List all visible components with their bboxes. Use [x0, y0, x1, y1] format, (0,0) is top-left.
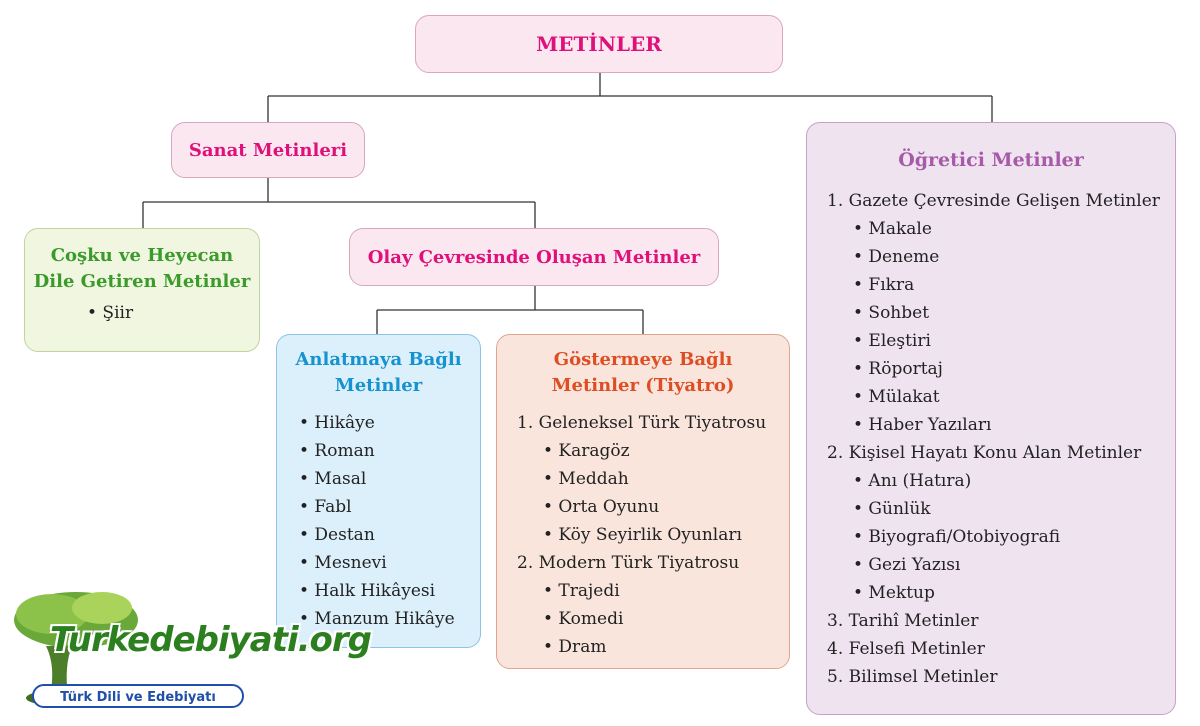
ogretici-title: Öğretici Metinler [898, 149, 1084, 171]
list-item: • Günlük [853, 499, 931, 519]
gosterme-title-line1: Göstermeye Bağlı [553, 349, 733, 370]
list-item: • Orta Oyunu [543, 497, 660, 517]
list-item: • Fıkra [853, 275, 915, 295]
list-item: • Masal [299, 469, 367, 489]
list-item: 4. Felsefi Metinler [827, 639, 985, 659]
list-item: 2. Kişisel Hayatı Konu Alan Metinler [827, 443, 1142, 463]
list-item: • Fabl [299, 497, 352, 517]
anlatma-title [277, 347, 480, 399]
anlatma-list [277, 409, 480, 633]
list-item: • Komedi [543, 609, 624, 629]
list-item: 1. Geleneksel Türk Tiyatrosu [517, 413, 767, 433]
cosku-title-line2: Dile Getiren Metinler [33, 271, 251, 292]
cosku-list [25, 299, 259, 327]
list-item: • Mektup [853, 583, 935, 603]
list-item: • Karagöz [543, 441, 630, 461]
list-item: • Deneme [853, 247, 940, 267]
list-item: • Haber Yazıları [853, 415, 992, 435]
cosku-node [24, 228, 260, 352]
list-item: 5. Bilimsel Metinler [827, 667, 998, 687]
root-node [415, 15, 783, 73]
list-item: 3. Tarihî Metinler [827, 611, 979, 631]
ogretici-node [806, 122, 1176, 715]
cosku-title [25, 243, 259, 295]
list-item: • Manzum Hikâye [299, 609, 455, 629]
sanat-label: Sanat Metinleri [188, 139, 348, 161]
gosterme-title-line2: Metinler (Tiyatro) [551, 375, 735, 396]
gosterme-title [497, 347, 789, 399]
list-item: • Meddah [543, 469, 629, 489]
cosku-title-line1: Coşku ve Heyecan [50, 245, 234, 266]
root-label: METİNLER [536, 32, 662, 56]
list-item: • Trajedi [543, 581, 620, 601]
list-item: • Halk Hikâyesi [299, 581, 436, 601]
list-item: 2. Modern Türk Tiyatrosu [517, 553, 740, 573]
anlatma-node [276, 334, 481, 648]
gosterme-node [496, 334, 790, 669]
list-item: • Destan [299, 525, 375, 545]
list-item: • Makale [853, 219, 932, 239]
anlatma-title-line2: Metinler [334, 375, 423, 396]
list-item: • Biyografi/Otobiyografi [853, 527, 1061, 547]
logo-sub-text: Türk Dili ve Edebiyatı [32, 684, 244, 708]
anlatma-title-line1: Anlatmaya Bağlı [295, 349, 462, 370]
ogretici-list [807, 187, 1175, 691]
list-item: • Hikâye [299, 413, 375, 433]
list-item: • Roman [299, 441, 375, 461]
list-item: • Anı (Hatıra) [853, 471, 972, 491]
list-item: • Mesnevi [299, 553, 387, 573]
gosterme-list [497, 409, 789, 661]
list-item: • Mülakat [853, 387, 940, 407]
list-item: • Dram [543, 637, 607, 657]
list-item: • Şiir [87, 303, 134, 323]
olay-label: Olay Çevresinde Oluşan Metinler [367, 246, 701, 268]
list-item: • Gezi Yazısı [853, 555, 961, 575]
list-item: • Köy Seyirlik Oyunları [543, 525, 742, 545]
list-item: • Sohbet [853, 303, 930, 323]
sanat-metinleri-node [171, 122, 365, 178]
olay-node [349, 228, 719, 286]
list-item: 1. Gazete Çevresinde Gelişen Metinler [827, 191, 1160, 211]
list-item: • Röportaj [853, 359, 943, 379]
site-logo [6, 586, 372, 720]
logo-main-text: Turkedebiyati.org [50, 620, 372, 660]
list-item: • Eleştiri [853, 331, 931, 351]
